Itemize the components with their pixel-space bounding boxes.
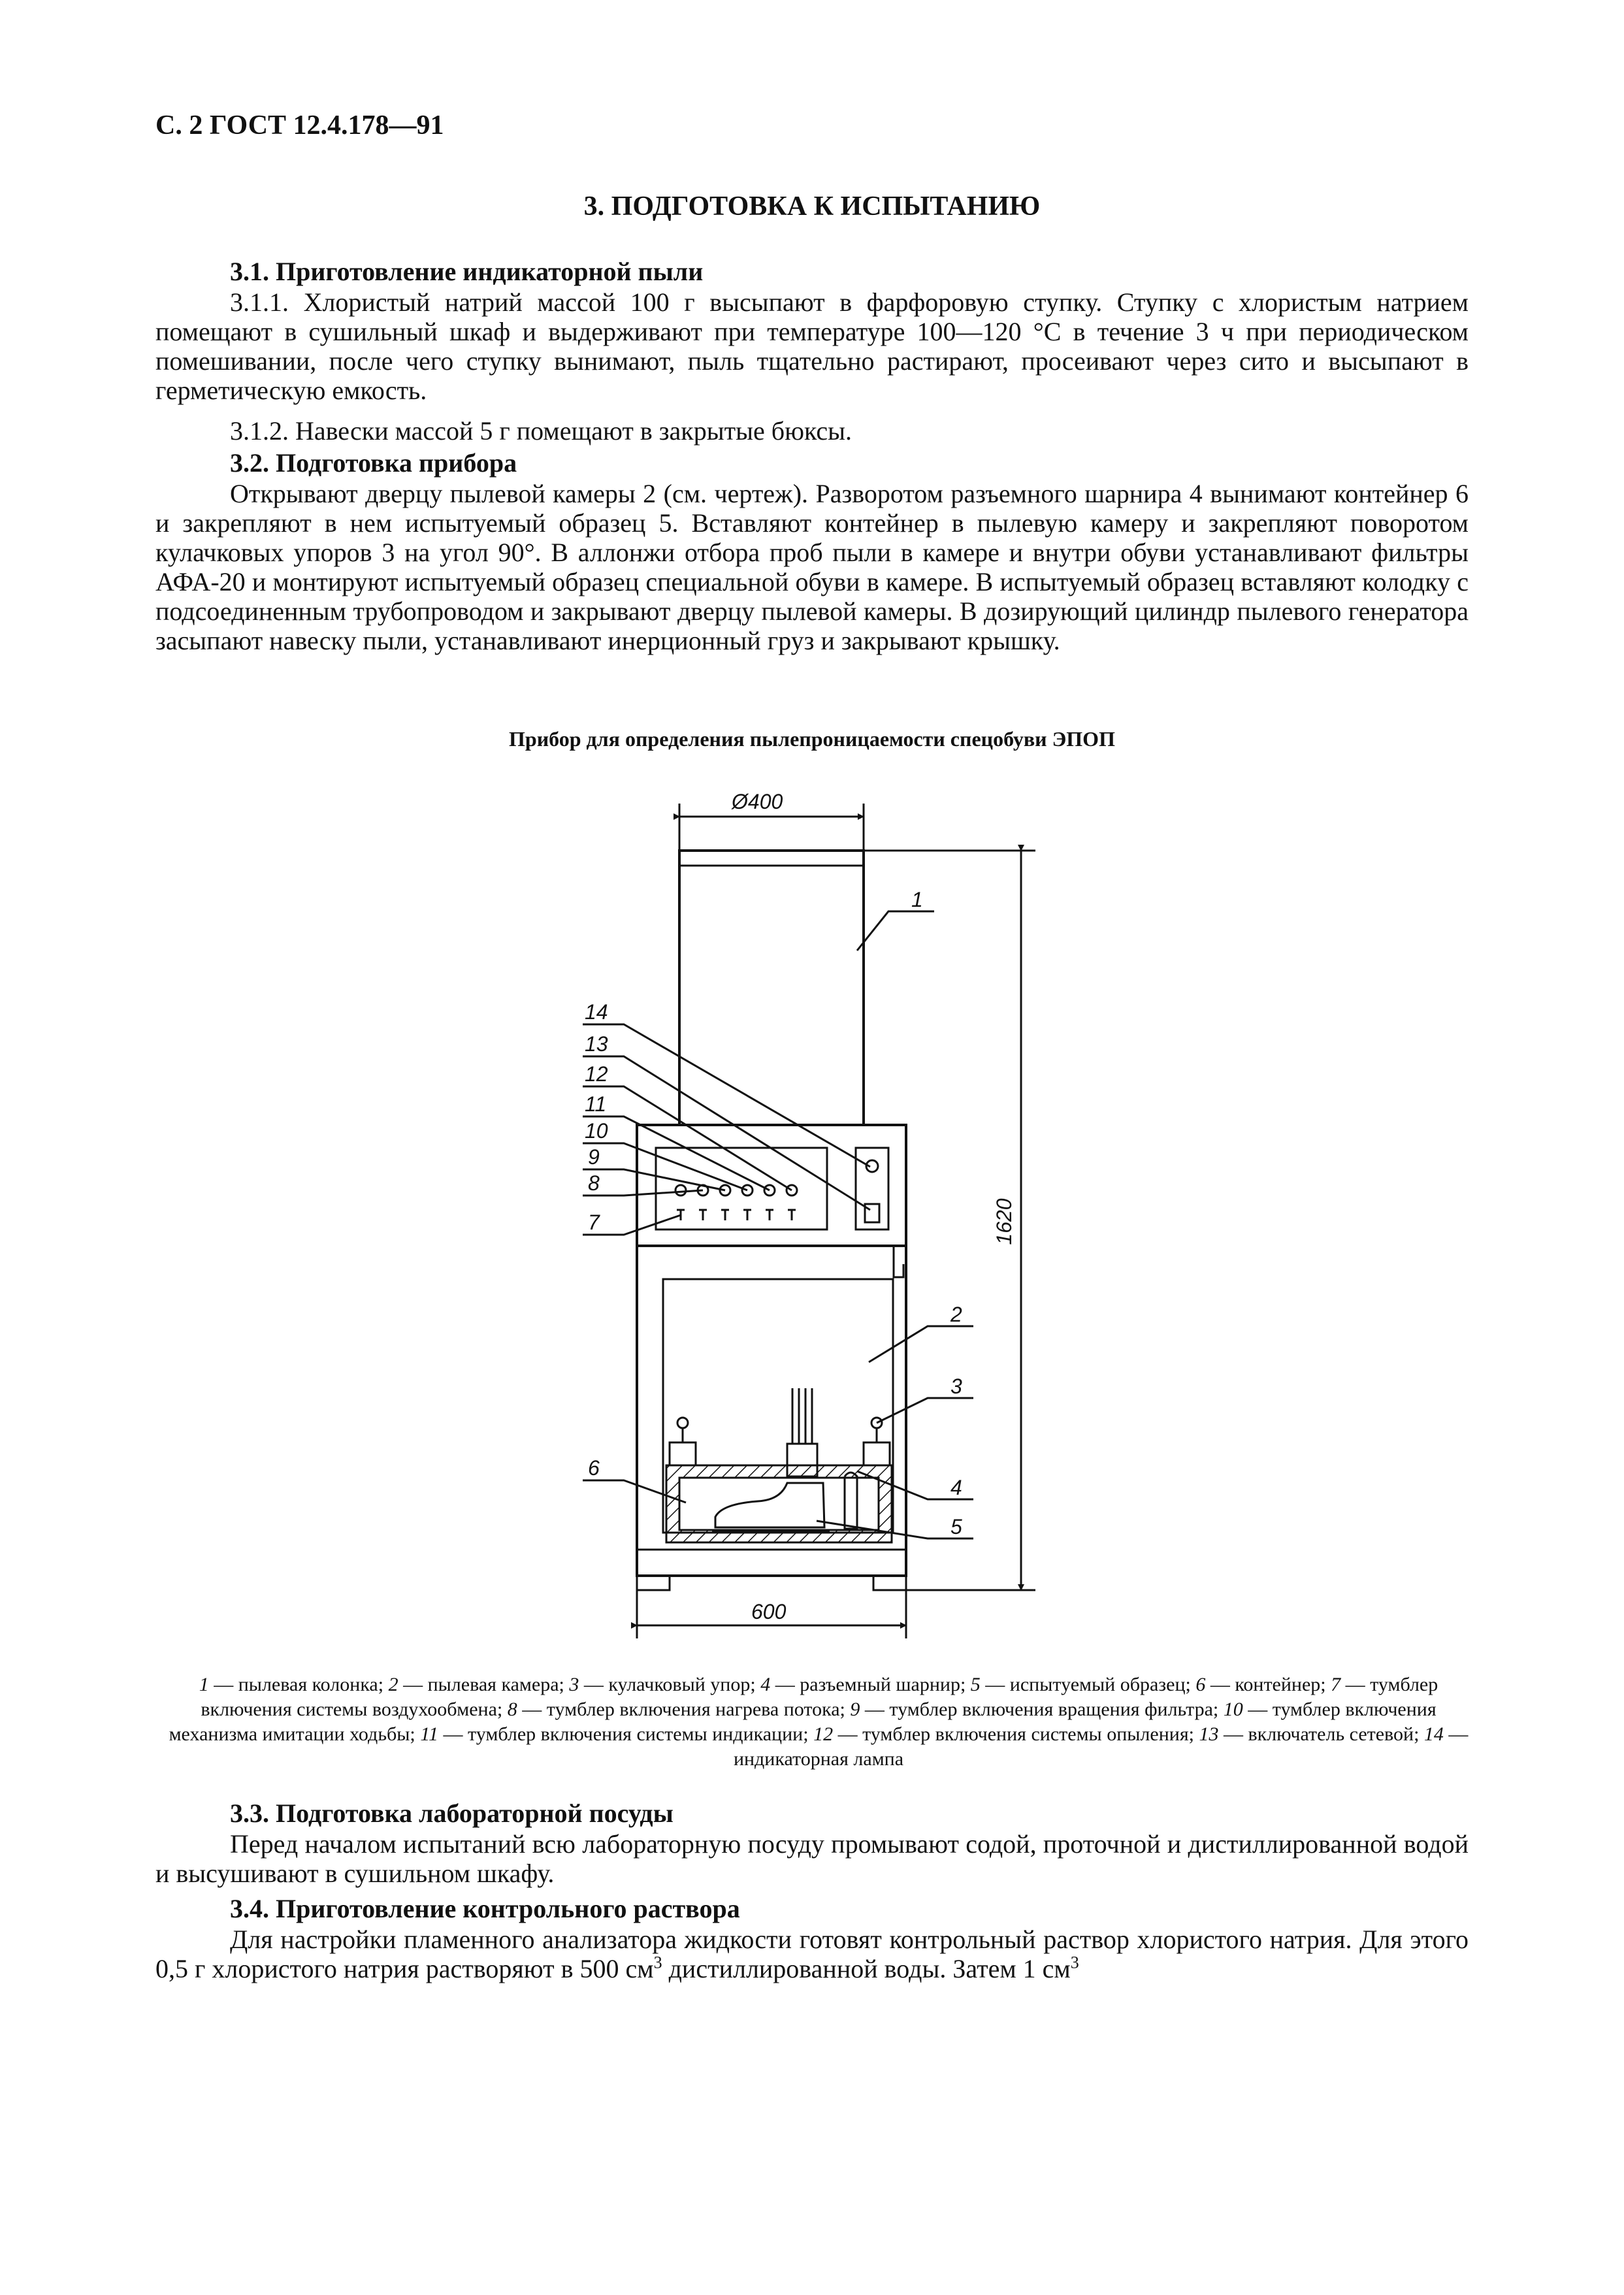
callout-13: 13 (585, 1032, 608, 1056)
callout-4: 4 (950, 1476, 962, 1499)
callout-11: 11 (585, 1092, 607, 1116)
callout-2: 2 (950, 1303, 962, 1326)
page-header: С. 2 ГОСТ 12.4.178—91 (155, 110, 444, 140)
boot-sample (715, 1483, 824, 1527)
figure-legend (169, 1672, 1469, 1772)
legend-item-9: 9 — тумблер включения вращения фильтра; (850, 1699, 1224, 1720)
callout-10: 10 (585, 1119, 608, 1143)
paragraph-3-4: Для настройки пламенного анализатора жидкости готовят контрольный раствор хлористого натрия. Для этого 0,5 г хлористого натрия растворяют в 500 $см^3$ дистиллированной воды. Затем 1 $см^3$ (155, 1925, 1469, 1983)
callout-8: 8 (588, 1171, 600, 1195)
callout-5: 5 (950, 1515, 962, 1538)
legend-item-5: 5 — испытуемый образец; (970, 1674, 1196, 1695)
callout-9: 9 (588, 1145, 600, 1169)
legend-item-6: 6 — контейнер; (1195, 1674, 1331, 1695)
legend-item-8: 8 — тумблер включения нагрева потока; (507, 1699, 851, 1720)
heading-3-2: 3.2. Подготовка прибора (230, 448, 517, 478)
legend-item-14: 14 — индикаторная лампа (733, 1723, 1469, 1770)
paragraph-3-2: Открывают дверцу пылевой камеры 2 (см. чертеж). Разворотом разъемного шарнира 4 вынимают контейнер 6 и закрепляют в нем испытуемый образец 5. Вставляют контейнер в пылевую камеру и закрепляют поворотом кулачковых упоров 3 на угол 90°. В аллонжи отбора проб пыли в камере и внутри обуви устанавливают фильтры АФА-20 и монтируют испытуемый образец специальной обуви в камере. В испытуемый образец вставляют колодку с подсоединенным трубопроводом и закрывают дверцу пылевой камеры. В дозирующий цилиндр пылевого генератора засыпают навеску пыли, устанавливают инерционный груз и закрывают крышку. (155, 479, 1469, 655)
legend-item-12: 12 — тумблер включения системы опыления; (813, 1723, 1199, 1745)
legend-item-2: 2 — пылевая камера; (388, 1674, 570, 1695)
legend-item-1: 1 — пылевая колонка; (199, 1674, 389, 1695)
legend-item-11: 11 — тумблер включения системы индикации; (420, 1723, 814, 1745)
callout-12: 12 (585, 1062, 608, 1086)
section-title: 3. ПОДГОТОВКА К ИСПЫТАНИЮ (583, 191, 1041, 221)
dim-bottom-text: 600 (751, 1600, 787, 1623)
paragraph-3-1-2: 3.1.2. Навески массой 5 г помещают в закрытые бюксы. (230, 416, 853, 446)
legend-item-4: 4 — разъемный шарнир; (760, 1674, 971, 1695)
dust-column (679, 851, 864, 1125)
callout-6: 6 (588, 1456, 600, 1480)
dim-height-text: 1620 (992, 1198, 1016, 1245)
heading-3-4: 3.4. Приготовление контрольного раствора (230, 1894, 740, 1923)
legend-item-3: 3 — кулачковый упор; (569, 1674, 761, 1695)
legend-item-10: 10 — тумблер включения механизма имитации ходьбы; (169, 1699, 1437, 1745)
callout-1: 1 (911, 888, 923, 911)
heading-3-3: 3.3. Подготовка лабораторной посуды (230, 1799, 674, 1828)
legend-item-13: 13 — включатель сетевой; (1199, 1723, 1424, 1745)
paragraph-3-1-1: 3.1.1. Хлористый натрий массой 100 г высыпают в фарфоровую ступку. Ступку с хлористым натрием помещают в сушильный шкаф и выдерживают при температуре 100—120 °С в течение 3 ч при периодическом помешивании, после чего ступку вынимают, пыль тщательно растирают, просеивают через сито и высыпают в герметическую емкость. (155, 287, 1469, 405)
dim-top-text: Ø400 (732, 790, 783, 813)
mains-switch (865, 1204, 879, 1222)
paragraph-3-3: Перед началом испытаний всю лабораторную посуду промывают содой, проточной и дистиллированной водой и высушивают в сушильном шкафу. (155, 1829, 1469, 1888)
callout-7: 7 (588, 1211, 600, 1234)
callout-3: 3 (950, 1375, 962, 1398)
legend-item-7: 7 — тумблер включения системы воздухообмена; (201, 1674, 1438, 1720)
callout-14: 14 (585, 1000, 608, 1024)
heading-3-1: 3.1. Приготовление индикаторной пыли (230, 257, 704, 286)
figure-title: Прибор для определения пылепроницаемости спецобуви ЭПОП (509, 727, 1115, 751)
